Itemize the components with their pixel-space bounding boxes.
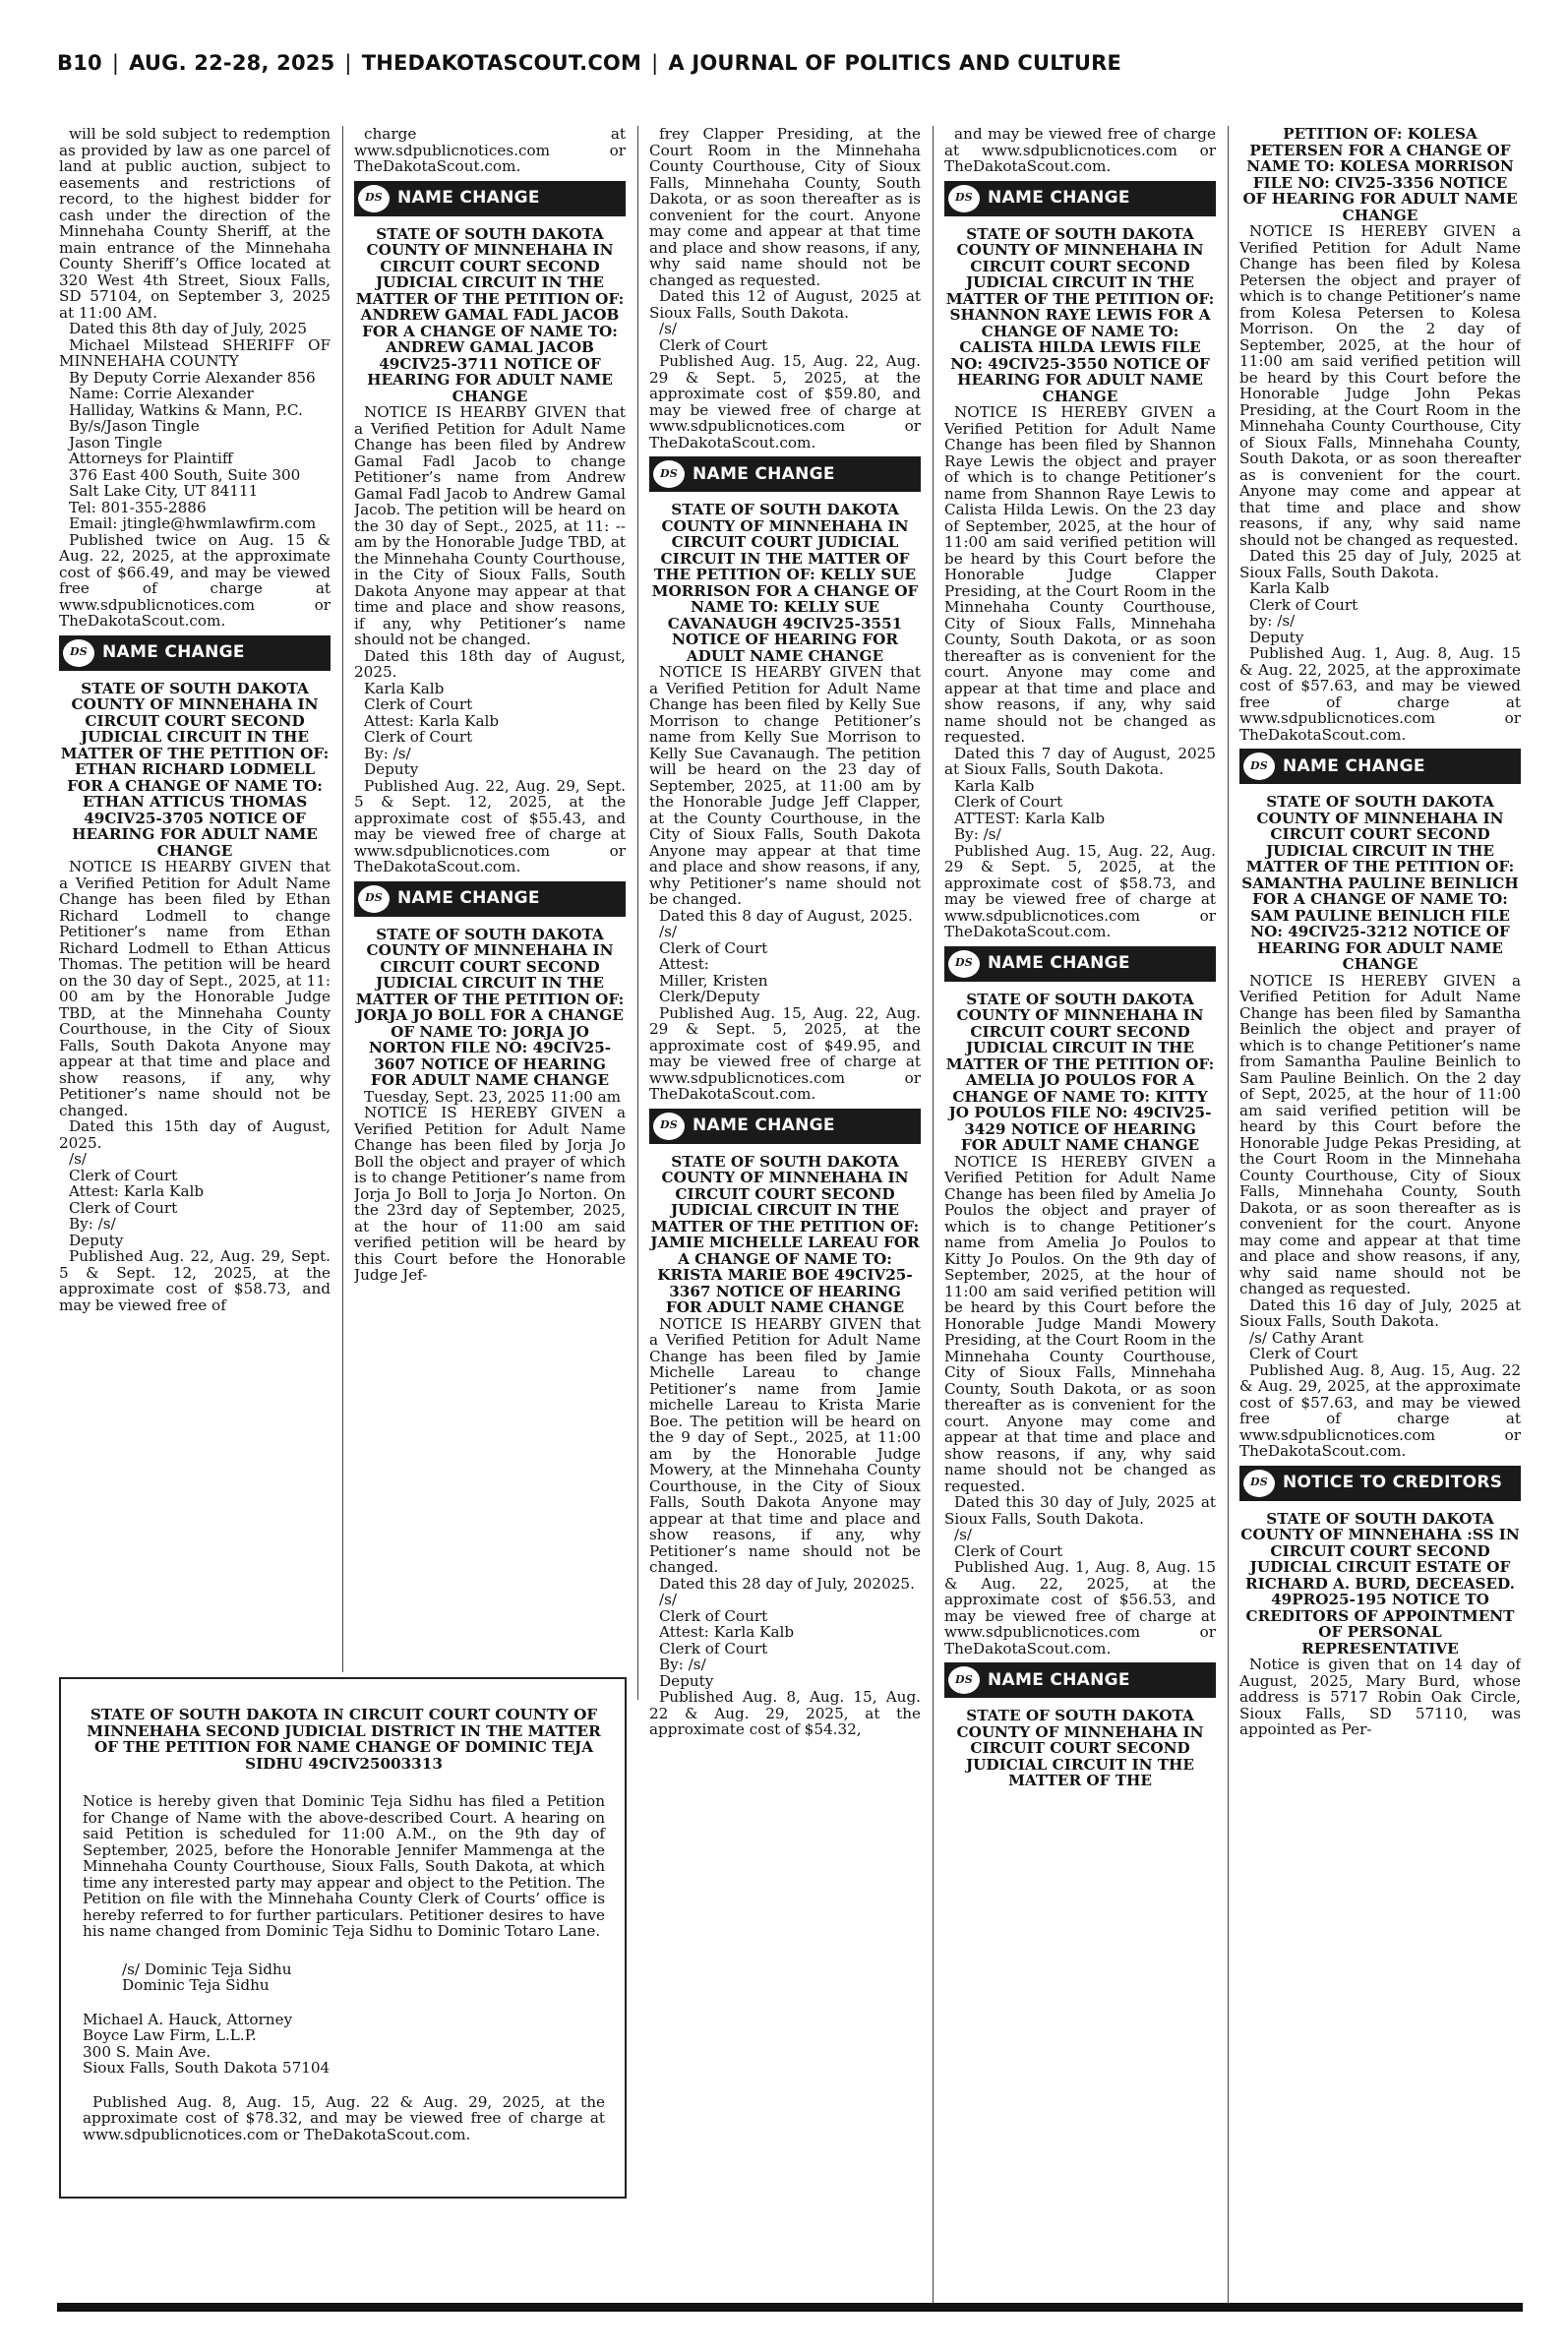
- notice-paragraph: Dated this 15th day of August, 2025.: [59, 1117, 331, 1152]
- section-banner: [944, 946, 1216, 982]
- notice-paragraph: Clerk of Court: [659, 335, 768, 354]
- boxed-notice-signature: /s/ Dominic Teja Sidhu: [122, 1959, 292, 1978]
- notice-paragraph: Clerk of Court: [659, 1606, 768, 1625]
- section-banner-label: NAME CHANGE: [988, 1669, 1130, 1690]
- boxed-notice-signature-name: Dominic Teja Sidhu: [122, 1976, 270, 1994]
- notice-paragraph: Dated this 8 day of August, 2025.: [659, 906, 913, 925]
- header-separator: |: [111, 51, 120, 75]
- section-banner: [649, 1109, 921, 1144]
- notice-paragraph: Michael Milstead SHERIFF OF MINNEHAHA COUNTY: [59, 335, 331, 370]
- column-5: [1239, 126, 1521, 2351]
- notice-paragraph: Dated this 28 day of July, 202025.: [659, 1574, 915, 1593]
- notice-paragraph: By/s/Jason Tingle: [69, 417, 200, 435]
- boxed-notice-publication: Published Aug. 8, Aug. 15, Aug. 22 & Aug. 29, 2025, at the approximate cost of $78.32, and may be viewed free of charge at www.sdpublicnotices.com or TheDakotaScout.com.: [83, 2092, 605, 2143]
- notice-paragraph: Clerk of Court: [1249, 595, 1358, 614]
- notice-paragraph: Dated this 7 day of August, 2025 at Sioux Falls, South Dakota.: [944, 744, 1216, 778]
- column-3: [649, 126, 921, 2351]
- notice-paragraph: Dated this 30 day of July, 2025 at Sioux Falls, South Dakota.: [944, 1493, 1216, 1528]
- notice-heading: STATE OF SOUTH DAKOTA COUNTY OF MINNEHAHA IN CIRCUIT COURT SECOND JUDICIAL CIRCUIT IN THE MATTER OF THE PETITION OF: SHANNON RAYE LEWIS FOR A CHANGE OF NAME TO: CALISTA HILDA LEWIS FILE NO: 49CIV25-3550 NOTICE OF HEARING FOR ADULT NAME CHANGE: [945, 224, 1215, 405]
- notice-heading: STATE OF SOUTH DAKOTA COUNTY OF MINNEHAHA IN CIRCUIT COURT SECOND JUDICIAL CIRCUIT IN THE MATTER OF THE PETITION OF: AMELIA JO POULOS FOR A CHANGE OF NAME TO: KITTY JO POULOS FILE NO: 49CIV25-3429 NOTICE OF HEARING FOR ADULT NAME CHANGE: [945, 990, 1215, 1154]
- notice-paragraph: Published Aug. 15, Aug. 22, Aug. 29 & Sept. 5, 2025, at the approximate cost of $49.95, and may be viewed free of charge at www.sdpublicnotices.com or TheDakotaScout.com.: [649, 1003, 921, 1103]
- section-banner-label: NAME CHANGE: [988, 953, 1130, 974]
- notice-paragraph: By Deputy Corrie Alexander 856: [69, 368, 316, 387]
- column-divider: [933, 126, 934, 2305]
- site-name: THEDAKOTASCOUT.COM: [361, 51, 642, 75]
- notice-paragraph: Dated this 12 of August, 2025 at Sioux Falls, South Dakota.: [649, 287, 921, 322]
- notice-paragraph: Clerk of Court: [1249, 1345, 1358, 1362]
- section-banner-label: NAME CHANGE: [397, 188, 540, 209]
- notice-paragraph: Published Aug. 1, Aug. 8, Aug. 15 & Aug. 22, 2025, at the approximate cost of $57.63, and may be viewed free of charge at www.sdpublicnotices.com or TheDakotaScout.com.: [1239, 644, 1521, 744]
- notice-paragraph: NOTICE IS HEREBY GIVEN a Verified Petition for Adult Name Change has been filed by Kolesa Petersen the object and prayer of which is to change Petitioner’s name from Kolesa Petersen to Kolesa Morrison. On the 2 day of September, 2025, at the hour of 11:00 am said verified petition will be heard by this Court before the Honorable Judge John Pekas Presiding, at the Court Room in the Minnehaha County Courthouse, City of Sioux Falls, Minnehaha County, South Dakota, or as soon thereafter as is convenient for the court. Anyone may come and appear at that time and place and show reasons, if any, why said name should not be changed as requested.: [1239, 222, 1521, 549]
- boxed-notice-body: Notice is hereby given that Dominic Teja Sidhu has filed a Petition for Change of Name with the above-described Court. A hearing on said Petition is scheduled for 11:00 A.M., on the 9th day of September, 2025, before the Honorable Jennifer Mammenga at the Minnehaha County Courthouse, Sioux Falls, South Dakota, at which time any interested party may appear and object to the Petition. The Petition on file with the Minnehaha County Clerk of Courts’ office is hereby referred to for further particulars. Petitioner desires to have his name changed from Dominic Teja Sidhu to Dominic Totaro Lane.: [83, 1792, 605, 1940]
- notice-paragraph: /s/: [659, 923, 678, 940]
- section-banner: [649, 456, 921, 492]
- notice-paragraph: NOTICE IS HEARBY GIVEN that a Verified Petition for Adult Name Change has been filed by Ethan Richard Lodmell to change Petitioner’s name from Ethan Richard Lodmell to Ethan Atticus Thomas. The petition will be heard on the 30 day of Sept., 2025, at 11: 00 am by the Honorable Judge TBD, at the Minnehaha County Courthouse, in the City of Sioux Falls, South Dakota Anyone may appear at that time and place and show reasons, if any, why Petitioner’s name should not be changed.: [59, 858, 331, 1119]
- notice-paragraph: Tuesday, Sept. 23, 2025 11:00 am: [364, 1087, 622, 1106]
- boxed-legal-notice: [59, 1677, 627, 2199]
- notice-paragraph: 376 East 400 South, Suite 300: [69, 465, 301, 484]
- issue-dates: AUG. 22-28, 2025: [129, 51, 335, 75]
- bottom-rule: [57, 2303, 1523, 2312]
- dakota-scout-logo-icon: DS: [948, 185, 980, 212]
- notice-paragraph: Published Aug. 8, Aug. 15, Aug. 22 & Aug. 29, 2025, at the approximate cost of $54.32,: [649, 1688, 921, 1738]
- column-divider: [1228, 126, 1229, 2305]
- section-banner-label: NAME CHANGE: [1283, 755, 1425, 776]
- section-banner-label: NAME CHANGE: [397, 888, 540, 909]
- notice-paragraph: Clerk of Court: [364, 695, 473, 713]
- notice-paragraph: Clerk of Court: [659, 1639, 768, 1658]
- notice-paragraph: Attorneys for Plaintiff: [69, 450, 233, 467]
- notice-paragraph: Clerk of Court: [364, 728, 473, 746]
- notice-heading: STATE OF SOUTH DAKOTA COUNTY OF MINNEHAHA IN CIRCUIT COURT SECOND JUDICIAL CIRCUIT IN THE MATTER OF THE: [956, 1707, 1204, 1789]
- notice-heading: STATE OF SOUTH DAKOTA COUNTY OF MINNEHAHA IN CIRCUIT COURT SECOND JUDICIAL CIRCUIT IN THE MATTER OF THE PETITION OF: ETHAN RICHARD LODMELL FOR A CHANGE OF NAME TO: ETHAN ATTICUS THOMAS 49CIV25-3705 NOTICE OF HEARING FOR ADULT NAME CHANGE: [60, 679, 330, 860]
- notice-paragraph: Dated this 18th day of August, 2025.: [354, 646, 626, 681]
- header-separator: |: [344, 51, 352, 75]
- dakota-scout-logo-icon: DS: [948, 1666, 980, 1694]
- attorney-line: 300 S. Main Ave.: [83, 2042, 211, 2061]
- dakota-scout-logo-icon: DS: [358, 185, 390, 212]
- notice-paragraph: /s/: [954, 1526, 973, 1543]
- header-separator: |: [651, 51, 659, 75]
- section-banner-label: NAME CHANGE: [693, 1115, 835, 1136]
- notice-paragraph: By: /s/: [69, 1215, 116, 1233]
- notice-paragraph: NOTICE IS HEREBY GIVEN a Verified Petition for Adult Name Change has been filed by Shannon Raye Lewis the object and prayer of which is to change Petitioner’s name from Shannon Raye Lewis to Calista Hilda Lewis. On the 23 day of September, 2025, at the hour of 11:00 am said verified petition will be heard by this Court before the Honorable Judge Clapper Presiding, at the Court Room in the Minnehaha County Courthouse, City of Sioux Falls, Minnehaha County, South Dakota, or as soon thereafter as is convenient for the court. Anyone may come and appear at that time and place and show reasons, if any, why said name should not be changed as requested.: [944, 403, 1216, 746]
- notice-paragraph: NOTICE IS HEREBY GIVEN a Verified Petition for Adult Name Change has been filed by Jorja Jo Boll the object and prayer of which is to change Petitioner’s name from Jorja Jo Boll to Jorja Jo Norton. On the 23rd day of September, 2025, at the hour of 11:00 am said verified petition will be heard by this Court before the Honorable Judge Jef-: [354, 1104, 626, 1284]
- notice-paragraph: Deputy: [364, 760, 419, 778]
- notice-paragraph: Dated this 8th day of July, 2025: [69, 320, 307, 337]
- notice-paragraph: Published Aug. 22, Aug. 29, Sept. 5 & Sept. 12, 2025, at the approximate cost of $55.43, and may be viewed free of charge at www.sdpublicnotices.com or TheDakotaScout.com.: [354, 776, 626, 875]
- section-banner: [944, 1662, 1216, 1698]
- dakota-scout-logo-icon: DS: [653, 1113, 685, 1140]
- notice-paragraph: /s/: [659, 320, 678, 337]
- notice-paragraph: Attest: Karla Kalb: [69, 1182, 205, 1200]
- notice-paragraph: Clerk/Deputy: [659, 988, 760, 1005]
- dakota-scout-logo-icon: DS: [63, 639, 94, 667]
- notice-heading: STATE OF SOUTH DAKOTA COUNTY OF MINNEHAHA IN CIRCUIT COURT SECOND JUDICIAL CIRCUIT IN THE MATTER OF THE PETITION OF: JAMIE MICHELLE LAREAU FOR A CHANGE OF NAME TO: KRISTA MARIE BOE 49CIV25-3367 NOTICE OF HEARING FOR ADULT NAME CHANGE: [650, 1152, 920, 1316]
- notice-heading: STATE OF SOUTH DAKOTA COUNTY OF MINNEHAHA IN CIRCUIT COURT SECOND JUDICIAL CIRCUIT IN THE MATTER OF THE PETITION OF: ANDREW GAMAL FADL JACOB FOR A CHANGE OF NAME TO: ANDREW GAMAL JACOB 49CIV25-3711 NOTICE OF HEARING FOR ADULT NAME CHANGE: [355, 224, 625, 405]
- dakota-scout-logo-icon: DS: [1243, 1470, 1275, 1497]
- notice-paragraph: Name: Corrie Alexander: [69, 385, 254, 402]
- notice-paragraph: Clerk of Court: [69, 1198, 178, 1217]
- column-4: [944, 126, 1216, 2351]
- notice-paragraph: Deputy: [659, 1671, 714, 1690]
- notice-paragraph: Dated this 25 day of July, 2025 at Sioux Falls, South Dakota.: [1239, 547, 1521, 581]
- section-banner: [354, 181, 626, 216]
- notice-paragraph: Email: jtingle@hwmlawfirm.com: [69, 514, 317, 532]
- attorney-line: Michael A. Hauck, Attorney: [83, 2010, 293, 2028]
- dakota-scout-logo-icon: DS: [1243, 753, 1275, 780]
- notice-paragraph: Karla Kalb: [954, 776, 1035, 795]
- notice-paragraph: Clerk of Court: [69, 1166, 178, 1184]
- notice-heading: STATE OF SOUTH DAKOTA COUNTY OF MINNEHAHA IN CIRCUIT COURT SECOND JUDICIAL CIRCUIT IN THE MATTER OF THE PETITION OF: SAMANTHA PAULINE BEINLICH FOR A CHANGE OF NAME TO: SAM PAULINE BEINLICH FILE NO: 49CIV25-3212 NOTICE OF HEARING FOR ADULT NAME CHANGE: [1241, 793, 1519, 973]
- section-banner: [1239, 1466, 1521, 1501]
- notice-paragraph: and may be viewed free of charge at www.sdpublicnotices.com or TheDakotaScout.com.: [944, 126, 1216, 175]
- section-banner: [59, 635, 331, 671]
- boxed-notice-heading: STATE OF SOUTH DAKOTA IN CIRCUIT COURT COUNTY OF MINNEHAHA SECOND JUDICIAL DISTRICT IN THE MATTER OF THE PETITION FOR NAME CHANGE OF DOMINIC TEJA SIDHU 49CIV25003313: [87, 1706, 601, 1773]
- notice-paragraph: Clerk of Court: [954, 793, 1063, 811]
- tagline: A JOURNAL OF POLITICS AND CULTURE: [668, 51, 1122, 75]
- notice-paragraph: By: /s/: [659, 1656, 706, 1673]
- notice-paragraph: Notice is given that on 14 day of August, 2025, Mary Burd, whose address is 5717 Robin Oak Circle, Sioux Falls, SD 57110, was appointed as Per-: [1239, 1656, 1521, 1738]
- notice-paragraph: Clerk of Court: [659, 938, 768, 957]
- notice-paragraph: Published Aug. 1, Aug. 8, Aug. 15 & Aug. 22, 2025, at the approximate cost of $56.53, and may be viewed free of charge at www.sdpublicnotices.com or TheDakotaScout.com.: [944, 1558, 1216, 1658]
- notice-paragraph: By: /s/: [954, 825, 1001, 843]
- notice-paragraph: Salt Lake City, UT 84111: [69, 482, 259, 500]
- notice-heading: STATE OF SOUTH DAKOTA COUNTY OF MINNEHAHA IN CIRCUIT COURT SECOND JUDICIAL CIRCUIT IN THE MATTER OF THE PETITION OF: JORJA JO BOLL FOR A CHANGE OF NAME TO: JORJA JO NORTON FILE NO: 49CIV25-3607 NOTICE OF HEARING FOR ADULT NAME CHANGE: [355, 925, 625, 1089]
- notice-paragraph: Jason Tingle: [69, 433, 163, 452]
- notice-paragraph: Karla Kalb: [1249, 579, 1330, 597]
- notice-paragraph: Published twice on Aug. 15 & Aug. 22, 2025, at the approximate cost of $66.49, and may be viewed free of charge at www.sdpublicnotices.com or TheDakotaScout.com.: [59, 530, 331, 630]
- notice-paragraph: NOTICE IS HEREBY GIVEN a Verified Petition for Adult Name Change has been filed by Samantha Beinlich the object and prayer of which is to change Petitioner’s name from Samantha Pauline Beinlich to Sam Pauline Beinlich. On the 2 day of Sept, 2025, at the hour of 11:00 am said verified petition will be heard by this Court before the Honorable Judge Pekas Presiding, at the Court Room in the Minnehaha County Courthouse, City of Sioux Falls, Minnehaha County, South Dakota, or as soon thereafter as is convenient for the court. Anyone may come and appear at that time and place and show reasons, if any, why said name should not be changed as requested.: [1239, 971, 1521, 1297]
- notice-paragraph: Halliday, Watkins & Mann, P.C.: [69, 400, 303, 419]
- dakota-scout-logo-icon: DS: [948, 950, 980, 978]
- notice-paragraph: NOTICE IS HEARBY GIVEN that a Verified Petition for Adult Name Change has been filed by Andrew Gamal Fadl Jacob to change Petitioner’s name from Andrew Gamal Fadl Jacob to Andrew Gamal Jacob. The petition will be heard on the 30 day of Sept., 2025, at 11: -- am by the Honorable Judge TBD, at the Minnehaha County Courthouse, in the City of Sioux Falls, South Dakota Anyone may appear at that time and place and show reasons, if any, why Petitioner’s name should not be changed.: [354, 403, 626, 648]
- notice-paragraph: Deputy: [69, 1231, 124, 1249]
- column-divider: [637, 126, 638, 1700]
- notice-heading: STATE OF SOUTH DAKOTA COUNTY OF MINNEHAHA IN CIRCUIT COURT JUDICIAL CIRCUIT IN THE MATTER OF THE PETITION OF: KELLY SUE MORRISON FOR A CHANGE OF NAME TO: KELLY SUE CAVANAUGH 49CIV25-3551 NOTICE OF HEARING FOR ADULT NAME CHANGE: [651, 501, 919, 665]
- section-banner: [944, 181, 1216, 216]
- notice-paragraph: by: /s/: [1249, 612, 1296, 630]
- notice-paragraph: Attest: Karla Kalb: [659, 1623, 795, 1641]
- notice-paragraph: Clerk of Court: [954, 1541, 1063, 1560]
- notice-paragraph: Karla Kalb: [364, 679, 445, 697]
- page-number: B10: [57, 51, 102, 75]
- notice-paragraph: Attest:: [659, 955, 709, 973]
- section-banner-label: NAME CHANGE: [102, 642, 245, 663]
- section-banner-label: NAME CHANGE: [988, 188, 1130, 209]
- section-banner: [354, 881, 626, 917]
- notice-paragraph: Published Aug. 8, Aug. 15, Aug. 22 & Aug. 29, 2025, at the approximate cost of $57.63, and may be viewed free of charge at www.sdpublicnotices.com or TheDakotaScout.com.: [1239, 1360, 1521, 1460]
- notice-paragraph: NOTICE IS HEREBY GIVEN a Verified Petition for Adult Name Change has been filed by Amelia Jo Poulos the object and prayer of which is to change Petitioner’s name from Amelia Jo Poulos to Kitty Jo Poulos. On the 9th day of September, 2025, at the hour of 11:00 am said verified petition will be heard by this Court before the Honorable Judge Mandi Mowery Presiding, at the Court Room in the Minnehaha County Courthouse, City of Sioux Falls, Minnehaha County, South Dakota, or as soon thereafter as is convenient for the court. Anyone may come and appear at that time and place and show reasons, if any, why said name should not be changed as requested.: [944, 1152, 1216, 1495]
- notice-paragraph: NOTICE IS HEARBY GIVEN that a Verified Petition for Adult Name Change has been filed by Kelly Sue Morrison to change Petitioner’s name from Kelly Sue Morrison to Kelly Sue Cavanaugh. The petition will be heard on the 23 day of September, 2025, at 11:00 am by the Honorable Judge Jeff Clapper, at the County Courthouse, in the City of Sioux Falls, South Dakota Anyone may appear at that time and place and show reasons, if any, why Petitioner’s name should not be changed.: [649, 663, 921, 908]
- attorney-line: Sioux Falls, South Dakota 57104: [83, 2059, 331, 2077]
- notice-paragraph: Tel: 801-355-2886: [69, 498, 207, 516]
- dakota-scout-logo-icon: DS: [358, 885, 390, 913]
- notice-heading: STATE OF SOUTH DAKOTA COUNTY OF MINNEHAHA :SS IN CIRCUIT COURT SECOND JUDICIAL CIRCUIT ESTATE OF RICHARD A. BURD, DECEASED. 49PRO25-195 NOTICE TO CREDITORS OF APPOINTMENT OF PERSONAL REPRESENTATIVE: [1240, 1509, 1520, 1658]
- notice-paragraph: NOTICE IS HEARBY GIVEN that a Verified Petition for Adult Name Change has been filed by Jamie Michelle Lareau to change Petitioner’s name from Jamie michelle Lareau to Krista Marie Boe. The petition will be heard on the 9 day of Sept., 2025, at 11:00 am by the Honorable Judge Mowery, at the Minnehaha County Courthouse, in the City of Sioux Falls, South Dakota Anyone may appear at that time and place and show reasons, if any, why Petitioner’s name should not be changed.: [649, 1314, 921, 1576]
- dakota-scout-logo-icon: DS: [653, 460, 685, 488]
- notice-paragraph: /s/: [659, 1591, 678, 1608]
- attorney-line: Boyce Law Firm, L.L.P.: [83, 2026, 257, 2044]
- notice-paragraph: /s/: [69, 1150, 88, 1168]
- section-banner-label: NOTICE TO CREDITORS: [1283, 1473, 1503, 1493]
- notice-paragraph: will be sold subject to redemption as provided by law as one parcel of land at public auction, subject to easements and restrictions of record, to the highest bidder for cash under the direction of the Minnehaha County Sheriff, at the main entrance of the Minnehaha County Sheriff’s Office located at 320 West 4th Street, Sioux Falls, SD 57104, on September 3, 2025 at 11:00 AM.: [59, 126, 331, 322]
- notice-paragraph: By: /s/: [364, 744, 411, 762]
- section-banner-label: NAME CHANGE: [693, 463, 835, 484]
- section-banner: [1239, 749, 1521, 784]
- notice-paragraph: Published Aug. 15, Aug. 22, Aug. 29 & Sept. 5, 2025, at the approximate cost of $58.73, and may be viewed free of charge at www.sdpublicnotices.com or TheDakotaScout.com.: [944, 841, 1216, 940]
- notice-heading: PETITION OF: KOLESA PETERSEN FOR A CHANGE OF NAME TO: KOLESA MORRISON FILE NO: CIV25-3356 NOTICE OF HEARING FOR ADULT NAME CHANGE: [1242, 126, 1518, 224]
- notice-paragraph: frey Clapper Presiding, at the Court Room in the Minnehaha County Courthouse, City of Sioux Falls, Minnehaha County, South Dakota, or as soon thereafter as is convenient for the court. Anyone may come and appear at that time and place and show reasons, if any, why said name should not be changed as requested.: [649, 126, 921, 289]
- notice-paragraph: /s/ Cathy Arant: [1249, 1328, 1363, 1347]
- notice-paragraph: Dated this 16 day of July, 2025 at Sioux Falls, South Dakota.: [1239, 1296, 1521, 1330]
- notice-paragraph: Published Aug. 15, Aug. 22, Aug. 29 & Sept. 5, 2025, at the approximate cost of $59.80, and may be viewed free of charge at www.sdpublicnotices.com or TheDakotaScout.com.: [649, 352, 921, 452]
- notice-paragraph: Attest: Karla Kalb: [364, 711, 500, 730]
- notice-paragraph: Published Aug. 22, Aug. 29, Sept. 5 & Sept. 12, 2025, at the approximate cost of $58.73, and may be viewed free of: [59, 1247, 331, 1314]
- page-header: [57, 51, 1523, 85]
- notice-paragraph: Deputy: [1249, 628, 1304, 646]
- notice-paragraph: Miller, Kristen: [659, 971, 768, 990]
- column-divider: [342, 126, 343, 1672]
- notice-paragraph: charge at www.sdpublicnotices.com or TheDakotaScout.com.: [354, 126, 626, 175]
- notice-paragraph: ATTEST: Karla Kalb: [954, 809, 1106, 827]
